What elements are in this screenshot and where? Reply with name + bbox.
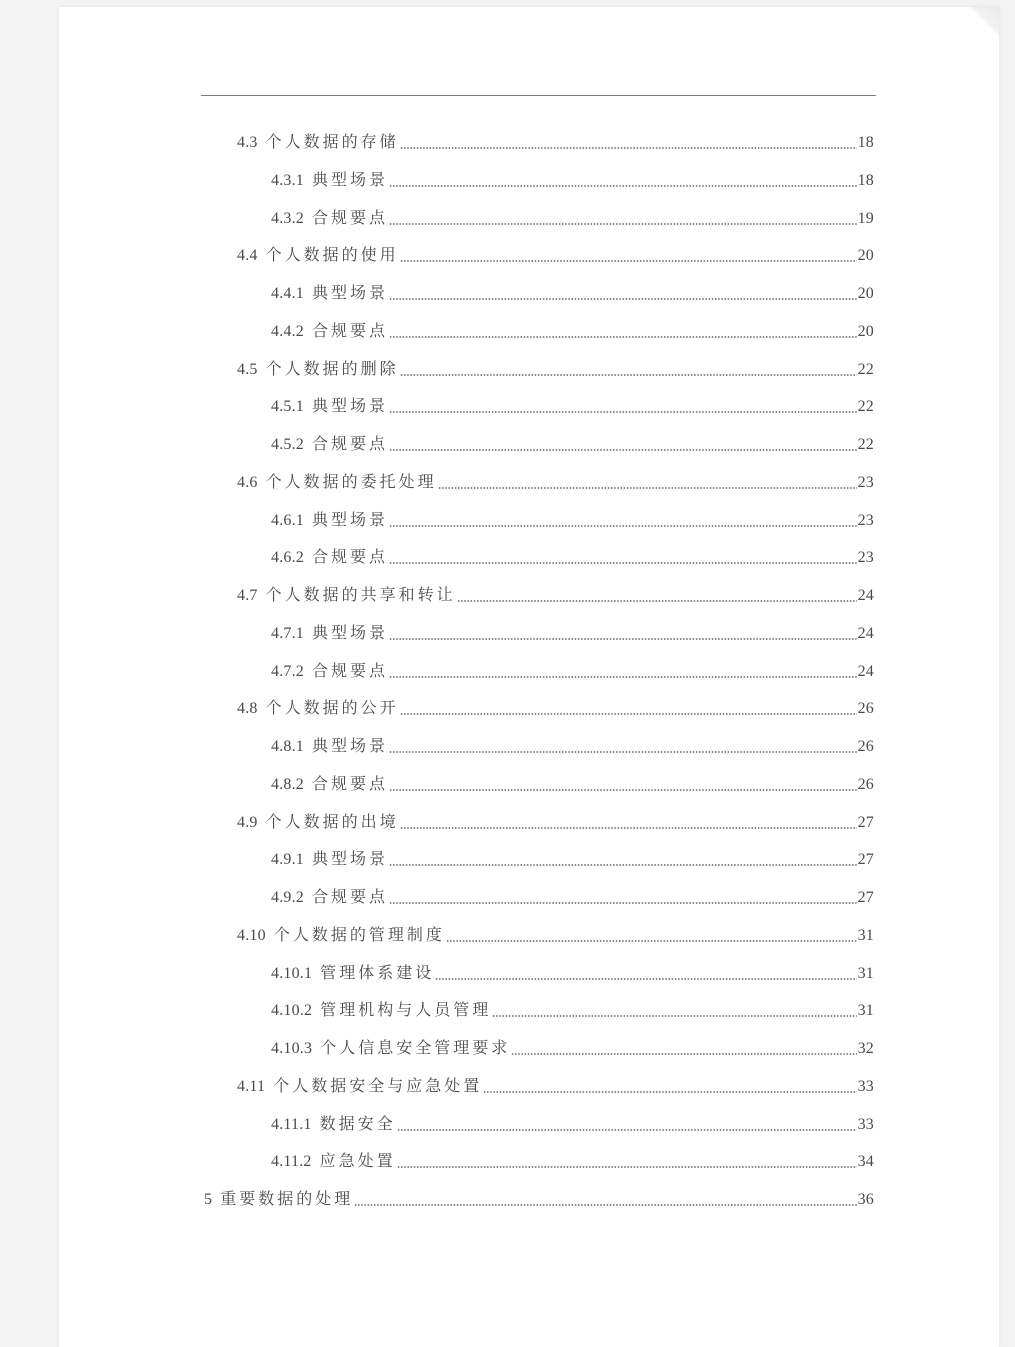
toc-section-title: 个人数据的存储 xyxy=(265,134,399,151)
toc-dot-leader xyxy=(389,562,857,564)
toc-page-number: 31 xyxy=(857,1002,874,1020)
toc-entry[interactable] xyxy=(237,469,874,493)
toc-dot-leader xyxy=(397,1129,857,1131)
toc-entry[interactable] xyxy=(271,280,874,304)
toc-section-number: 4.10.3 xyxy=(271,1040,313,1057)
toc-entry[interactable] xyxy=(271,1111,874,1135)
toc-section-number: 4.4 xyxy=(237,247,258,265)
toc-entry[interactable] xyxy=(204,1186,874,1210)
toc-section-number: 4.11 xyxy=(237,1077,266,1095)
toc-section-number: 4.9.2 xyxy=(271,889,304,906)
toc-dot-leader xyxy=(389,525,857,527)
toc-section-title: 个人数据的委托处理 xyxy=(265,473,437,491)
toc-page-number: 22 xyxy=(857,360,874,378)
toc-page-number: 24 xyxy=(857,624,874,642)
toc-page-number: 36 xyxy=(857,1191,874,1208)
toc-section-title: 个人数据的删除 xyxy=(265,360,399,378)
toc-page-number: 24 xyxy=(857,587,874,604)
toc-section-title: 数据安全 xyxy=(319,1115,396,1133)
toc-section-title: 典型场景 xyxy=(312,624,389,642)
toc-dot-leader xyxy=(511,1053,856,1055)
toc-section-title: 重要数据的处理 xyxy=(220,1191,354,1208)
toc-page-number: 20 xyxy=(857,285,874,302)
toc-page-number: 31 xyxy=(857,926,874,944)
toc-section-title: 个人数据的出境 xyxy=(265,813,399,831)
toc-entry[interactable] xyxy=(237,356,874,380)
toc-dot-leader xyxy=(389,336,857,338)
header-rule xyxy=(201,95,876,96)
toc-section-number: 4.9.1 xyxy=(271,851,304,869)
toc-section-title: 合规要点 xyxy=(312,549,389,567)
toc-section-number: 4.8.2 xyxy=(271,775,304,793)
toc-entry[interactable] xyxy=(237,922,874,946)
toc-section-title: 典型场景 xyxy=(312,738,389,755)
toc-section-title: 合规要点 xyxy=(312,775,389,793)
toc-section-number: 4.4.1 xyxy=(271,285,304,302)
toc-entry[interactable] xyxy=(271,658,874,682)
toc-section-number: 4.11.1 xyxy=(271,1115,312,1133)
toc-section-title: 个人数据的共享和转让 xyxy=(265,587,456,604)
toc-entry[interactable] xyxy=(271,960,874,984)
toc-section-number: 4.4.2 xyxy=(271,322,304,340)
toc-dot-leader xyxy=(389,676,857,678)
toc-section-title: 合规要点 xyxy=(312,322,389,340)
toc-section-title: 典型场景 xyxy=(312,285,389,302)
toc-section-number: 5 xyxy=(204,1191,213,1208)
toc-section-title: 个人数据安全与应急处置 xyxy=(273,1077,483,1095)
toc-page-number: 19 xyxy=(857,209,874,227)
toc-page-number: 18 xyxy=(857,134,874,151)
toc-page-number: 18 xyxy=(857,171,874,189)
toc-page-number: 23 xyxy=(857,511,874,529)
toc-section-title: 典型场景 xyxy=(312,511,389,529)
toc-entry[interactable] xyxy=(237,1073,874,1097)
toc-section-title: 管理体系建设 xyxy=(320,964,435,982)
toc-section-title: 合规要点 xyxy=(312,662,389,680)
toc-section-number: 4.11.2 xyxy=(271,1153,312,1171)
toc-dot-leader xyxy=(389,902,857,904)
toc-dot-leader xyxy=(389,223,857,225)
toc-page-number: 20 xyxy=(857,247,874,265)
toc-section-number: 4.6 xyxy=(237,473,258,491)
toc-page-number: 33 xyxy=(857,1077,874,1095)
toc-entry[interactable] xyxy=(271,620,874,644)
toc-dot-leader xyxy=(389,864,857,866)
toc-entry[interactable] xyxy=(271,507,874,531)
toc-dot-leader xyxy=(483,1091,856,1093)
toc-dot-leader xyxy=(400,827,857,829)
toc-entry[interactable] xyxy=(271,1148,874,1172)
toc-section-number: 4.8.1 xyxy=(271,738,304,755)
toc-page-number: 20 xyxy=(857,322,874,340)
toc-page-number: 24 xyxy=(857,662,874,680)
toc-entry[interactable] xyxy=(237,129,874,153)
toc-dot-leader xyxy=(400,713,857,715)
toc-section-title: 个人数据的公开 xyxy=(265,700,399,718)
toc-section-title: 个人数据的管理制度 xyxy=(273,926,445,944)
toc-dot-leader xyxy=(389,638,857,640)
toc-entry[interactable] xyxy=(271,393,874,417)
toc-section-title: 个人信息安全管理要求 xyxy=(320,1040,511,1057)
toc-section-number: 4.5.1 xyxy=(271,398,304,416)
toc-entry[interactable] xyxy=(271,1035,874,1059)
toc-dot-leader xyxy=(400,374,857,376)
toc-page-number: 22 xyxy=(857,436,874,453)
toc-page-number: 32 xyxy=(857,1040,874,1057)
toc-entry[interactable] xyxy=(271,997,874,1021)
toc-section-number: 4.3.1 xyxy=(271,171,304,189)
toc-dot-leader xyxy=(397,1166,857,1168)
toc-section-title: 合规要点 xyxy=(312,889,389,906)
toc-section-number: 4.10.1 xyxy=(271,964,313,982)
toc-section-title: 个人数据的使用 xyxy=(265,247,399,265)
toc-entry[interactable] xyxy=(271,205,874,229)
toc-entry[interactable] xyxy=(271,733,874,757)
toc-section-number: 4.6.1 xyxy=(271,511,304,529)
toc-section-number: 4.3.2 xyxy=(271,209,304,227)
toc-dot-leader xyxy=(446,940,857,942)
page-curl-corner xyxy=(969,7,999,37)
toc-entry[interactable] xyxy=(237,695,874,719)
toc-section-number: 4.9 xyxy=(237,813,258,831)
toc-section-number: 4.5.2 xyxy=(271,436,304,453)
toc-page-number: 23 xyxy=(857,473,874,491)
toc-section-number: 4.7.2 xyxy=(271,662,304,680)
toc-dot-leader xyxy=(389,298,857,300)
toc-dot-leader xyxy=(389,789,857,791)
toc-page-number: 31 xyxy=(857,964,874,982)
toc-page-number: 33 xyxy=(857,1115,874,1133)
toc-section-title: 合规要点 xyxy=(312,436,389,453)
toc-entry[interactable] xyxy=(271,431,874,455)
toc-dot-leader xyxy=(389,751,857,753)
toc-entry[interactable] xyxy=(271,318,874,342)
toc-entry[interactable] xyxy=(271,771,874,795)
toc-entry[interactable] xyxy=(271,167,874,191)
toc-dot-leader xyxy=(438,487,857,489)
toc-section-title: 典型场景 xyxy=(312,851,389,869)
toc-page-number: 34 xyxy=(857,1153,874,1171)
toc-dot-leader xyxy=(354,1204,856,1206)
toc-section-title: 典型场景 xyxy=(312,398,389,416)
toc-dot-leader xyxy=(435,978,856,980)
toc-dot-leader xyxy=(492,1015,856,1017)
toc-section-number: 4.6.2 xyxy=(271,549,304,567)
toc-section-number: 4.3 xyxy=(237,134,258,151)
toc-dot-leader xyxy=(400,147,857,149)
toc-dot-leader xyxy=(400,260,857,262)
toc-entry[interactable] xyxy=(237,809,874,833)
toc-page-number: 27 xyxy=(857,851,874,869)
toc-section-title: 合规要点 xyxy=(312,209,389,227)
toc-section-title: 典型场景 xyxy=(312,171,389,189)
toc-dot-leader xyxy=(389,185,857,187)
toc-page-number: 26 xyxy=(857,700,874,718)
toc-section-number: 4.7.1 xyxy=(271,624,304,642)
toc-section-number: 4.10.2 xyxy=(271,1002,313,1020)
toc-section-number: 4.10 xyxy=(237,926,266,944)
toc-page-number: 26 xyxy=(857,775,874,793)
toc-entry[interactable] xyxy=(237,582,874,606)
toc-section-number: 4.5 xyxy=(237,360,258,378)
toc-entry[interactable] xyxy=(237,242,874,266)
toc-section-title: 管理机构与人员管理 xyxy=(320,1002,492,1020)
toc-entry[interactable] xyxy=(271,544,874,568)
toc-dot-leader xyxy=(389,449,857,451)
toc-entry[interactable] xyxy=(271,846,874,870)
toc-section-number: 4.8 xyxy=(237,700,258,718)
toc-page-number: 27 xyxy=(857,813,874,831)
toc-dot-leader xyxy=(389,411,857,413)
toc-page-number: 26 xyxy=(857,738,874,755)
toc-section-title: 应急处置 xyxy=(319,1153,396,1171)
toc-page-number: 27 xyxy=(857,889,874,906)
toc-page-number: 22 xyxy=(857,398,874,416)
toc-section-number: 4.7 xyxy=(237,587,258,604)
toc-entry[interactable] xyxy=(271,884,874,908)
toc-dot-leader xyxy=(457,600,857,602)
toc-page-number: 23 xyxy=(857,549,874,567)
